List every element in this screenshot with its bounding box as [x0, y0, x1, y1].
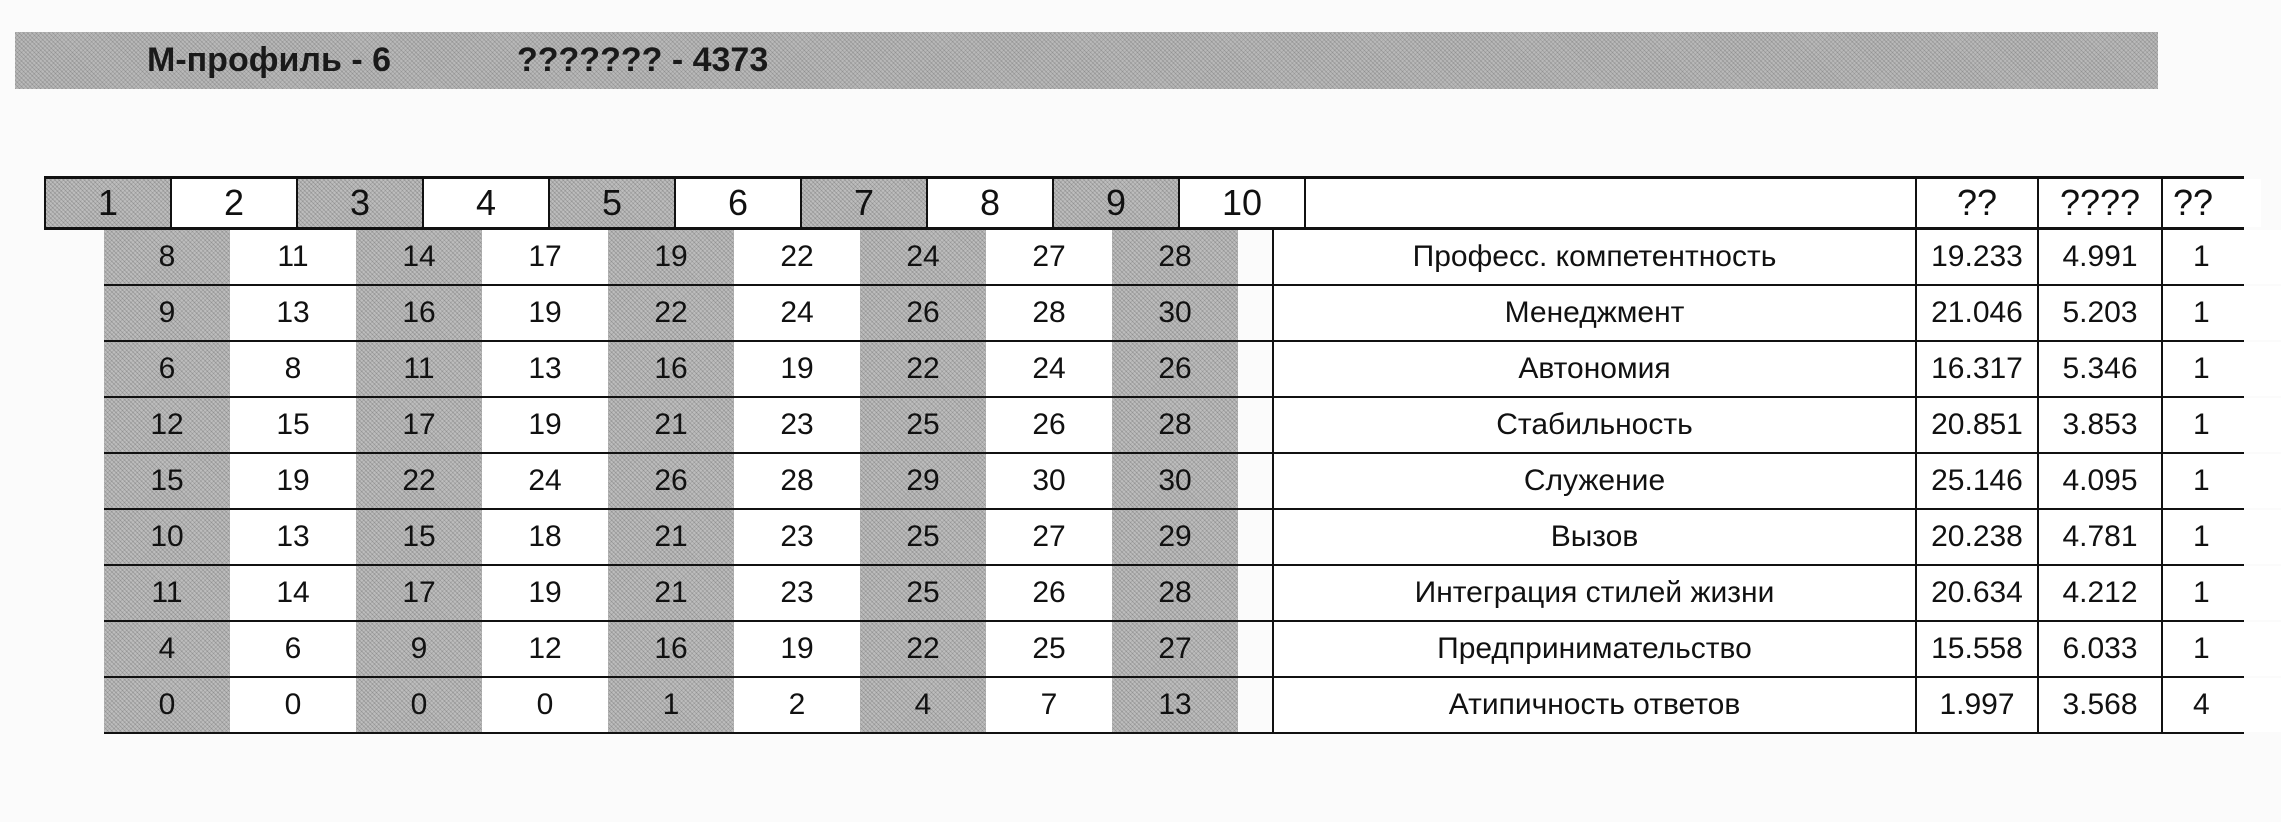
- mean-value: 21.046: [1915, 286, 2037, 340]
- sd-value: 3.853: [2037, 398, 2161, 452]
- score-cell-2: 6: [230, 622, 356, 676]
- score-cell-6: 28: [734, 454, 860, 508]
- mean-value: 20.851: [1915, 398, 2037, 452]
- sd-value: 4.991: [2037, 230, 2161, 284]
- score-cell-8: 27: [986, 230, 1112, 284]
- score-cell-8: 7: [986, 678, 1112, 732]
- score-cell-5: 21: [608, 510, 734, 564]
- score-cell-4: 17: [482, 230, 608, 284]
- scale-name: Предпринимательство: [1272, 622, 1915, 676]
- score-cell-4: 24: [482, 454, 608, 508]
- table-row: [104, 454, 2244, 510]
- col-header-4: 4: [422, 179, 548, 227]
- table-row: [104, 678, 2244, 734]
- col-header-6: 6: [674, 179, 800, 227]
- score-cell-5: 21: [608, 398, 734, 452]
- score-cell-9: 28: [1112, 230, 1238, 284]
- score-cell-2: 11: [230, 230, 356, 284]
- scale-name: Интеграция стилей жизни: [1272, 566, 1915, 620]
- score-cell-3: 11: [356, 342, 482, 396]
- mean-value: 20.238: [1915, 510, 2037, 564]
- score-cell-7: 25: [860, 398, 986, 452]
- profile-title: М-профиль - 6: [147, 41, 391, 79]
- score-cell-8: 26: [986, 566, 1112, 620]
- title-bar: [15, 32, 2158, 89]
- col-header-5: 5: [548, 179, 674, 227]
- sd-value: 4.095: [2037, 454, 2161, 508]
- score-cell-7: 29: [860, 454, 986, 508]
- score-cell-4: 19: [482, 566, 608, 620]
- score-cell-7: 22: [860, 342, 986, 396]
- mean-value: 1.997: [1915, 678, 2037, 732]
- score-cell-4: 18: [482, 510, 608, 564]
- score-cell-1: 0: [104, 678, 230, 732]
- col-header-scale: [1304, 179, 1915, 227]
- score-cell-5: 22: [608, 286, 734, 340]
- score-cell-3: 17: [356, 566, 482, 620]
- extra-value: 1: [2161, 398, 2281, 452]
- mean-value: 20.634: [1915, 566, 2037, 620]
- table-row: [104, 566, 2244, 622]
- score-cell-2: 14: [230, 566, 356, 620]
- score-cell-3: 22: [356, 454, 482, 508]
- scale-name: Атипичность ответов: [1272, 678, 1915, 732]
- score-cell-3: 17: [356, 398, 482, 452]
- score-cell-5: 1: [608, 678, 734, 732]
- table-row: [104, 398, 2244, 454]
- score-cell-6: 2: [734, 678, 860, 732]
- extra-value: 1: [2161, 230, 2281, 284]
- score-cell-1: 11: [104, 566, 230, 620]
- table-row: [104, 622, 2244, 678]
- col-header-2: 2: [170, 179, 296, 227]
- scale-name: Вызов: [1272, 510, 1915, 564]
- score-cell-8: 27: [986, 510, 1112, 564]
- score-cell-2: 13: [230, 286, 356, 340]
- sd-value: 3.568: [2037, 678, 2161, 732]
- sd-value: 5.346: [2037, 342, 2161, 396]
- col-header-mean: ??: [1915, 179, 2037, 227]
- extra-value: 1: [2161, 286, 2281, 340]
- score-cell-3: 15: [356, 510, 482, 564]
- score-cell-8: 28: [986, 286, 1112, 340]
- table-header-row: [44, 176, 2244, 230]
- col-header-1: 1: [44, 179, 170, 227]
- score-cell-4: 19: [482, 398, 608, 452]
- extra-value: 1: [2161, 510, 2281, 564]
- score-cell-5: 16: [608, 622, 734, 676]
- sd-value: 6.033: [2037, 622, 2161, 676]
- norms-table: [44, 176, 2214, 742]
- scale-name: Стабильность: [1272, 398, 1915, 452]
- score-cell-6: 23: [734, 510, 860, 564]
- extra-value: 1: [2161, 454, 2281, 508]
- mean-value: 25.146: [1915, 454, 2037, 508]
- scale-name: Автономия: [1272, 342, 1915, 396]
- score-cell-4: 12: [482, 622, 608, 676]
- score-cell-1: 8: [104, 230, 230, 284]
- score-cell-4: 0: [482, 678, 608, 732]
- mean-value: 19.233: [1915, 230, 2037, 284]
- score-cell-6: 22: [734, 230, 860, 284]
- mean-value: 16.317: [1915, 342, 2037, 396]
- mean-value: 15.558: [1915, 622, 2037, 676]
- score-cell-6: 24: [734, 286, 860, 340]
- score-cell-3: 0: [356, 678, 482, 732]
- sd-value: 5.203: [2037, 286, 2161, 340]
- col-header-extra: ??: [2161, 179, 2261, 227]
- score-cell-2: 0: [230, 678, 356, 732]
- score-cell-1: 15: [104, 454, 230, 508]
- score-cell-3: 16: [356, 286, 482, 340]
- col-header-3: 3: [296, 179, 422, 227]
- score-cell-8: 25: [986, 622, 1112, 676]
- score-cell-9: 30: [1112, 286, 1238, 340]
- score-cell-5: 21: [608, 566, 734, 620]
- score-cell-6: 19: [734, 342, 860, 396]
- score-cell-7: 25: [860, 510, 986, 564]
- score-cell-8: 24: [986, 342, 1112, 396]
- score-cell-4: 19: [482, 286, 608, 340]
- sd-value: 4.781: [2037, 510, 2161, 564]
- profile-code: ??????? - 4373: [517, 41, 769, 79]
- col-header-8: 8: [926, 179, 1052, 227]
- scale-name: Менеджмент: [1272, 286, 1915, 340]
- score-cell-8: 30: [986, 454, 1112, 508]
- score-cell-1: 10: [104, 510, 230, 564]
- col-header-9: 9: [1052, 179, 1178, 227]
- score-cell-1: 4: [104, 622, 230, 676]
- score-cell-1: 9: [104, 286, 230, 340]
- score-cell-6: 23: [734, 398, 860, 452]
- score-cell-8: 26: [986, 398, 1112, 452]
- score-cell-5: 16: [608, 342, 734, 396]
- score-cell-1: 6: [104, 342, 230, 396]
- scale-name: Служение: [1272, 454, 1915, 508]
- score-cell-2: 15: [230, 398, 356, 452]
- extra-value: 1: [2161, 566, 2281, 620]
- score-cell-2: 8: [230, 342, 356, 396]
- score-cell-9: 30: [1112, 454, 1238, 508]
- col-header-10: 10: [1178, 179, 1304, 227]
- score-cell-2: 19: [230, 454, 356, 508]
- table-row: [104, 510, 2244, 566]
- score-cell-9: 27: [1112, 622, 1238, 676]
- sd-value: 4.212: [2037, 566, 2161, 620]
- score-cell-7: 24: [860, 230, 986, 284]
- score-cell-4: 13: [482, 342, 608, 396]
- table-row: [104, 286, 2244, 342]
- table-row: [104, 230, 2244, 286]
- score-cell-9: 28: [1112, 566, 1238, 620]
- score-cell-1: 12: [104, 398, 230, 452]
- score-cell-7: 4: [860, 678, 986, 732]
- score-cell-7: 22: [860, 622, 986, 676]
- table-row: [104, 342, 2244, 398]
- col-header-7: 7: [800, 179, 926, 227]
- scale-name: Професс. компетентность: [1272, 230, 1915, 284]
- score-cell-6: 19: [734, 622, 860, 676]
- score-cell-9: 26: [1112, 342, 1238, 396]
- score-cell-5: 26: [608, 454, 734, 508]
- extra-value: 4: [2161, 678, 2281, 732]
- score-cell-3: 9: [356, 622, 482, 676]
- extra-value: 1: [2161, 342, 2281, 396]
- score-cell-7: 26: [860, 286, 986, 340]
- score-cell-9: 13: [1112, 678, 1238, 732]
- extra-value: 1: [2161, 622, 2281, 676]
- score-cell-9: 29: [1112, 510, 1238, 564]
- score-cell-5: 19: [608, 230, 734, 284]
- score-cell-9: 28: [1112, 398, 1238, 452]
- score-cell-3: 14: [356, 230, 482, 284]
- score-cell-6: 23: [734, 566, 860, 620]
- score-cell-2: 13: [230, 510, 356, 564]
- col-header-sd: ????: [2037, 179, 2161, 227]
- score-cell-7: 25: [860, 566, 986, 620]
